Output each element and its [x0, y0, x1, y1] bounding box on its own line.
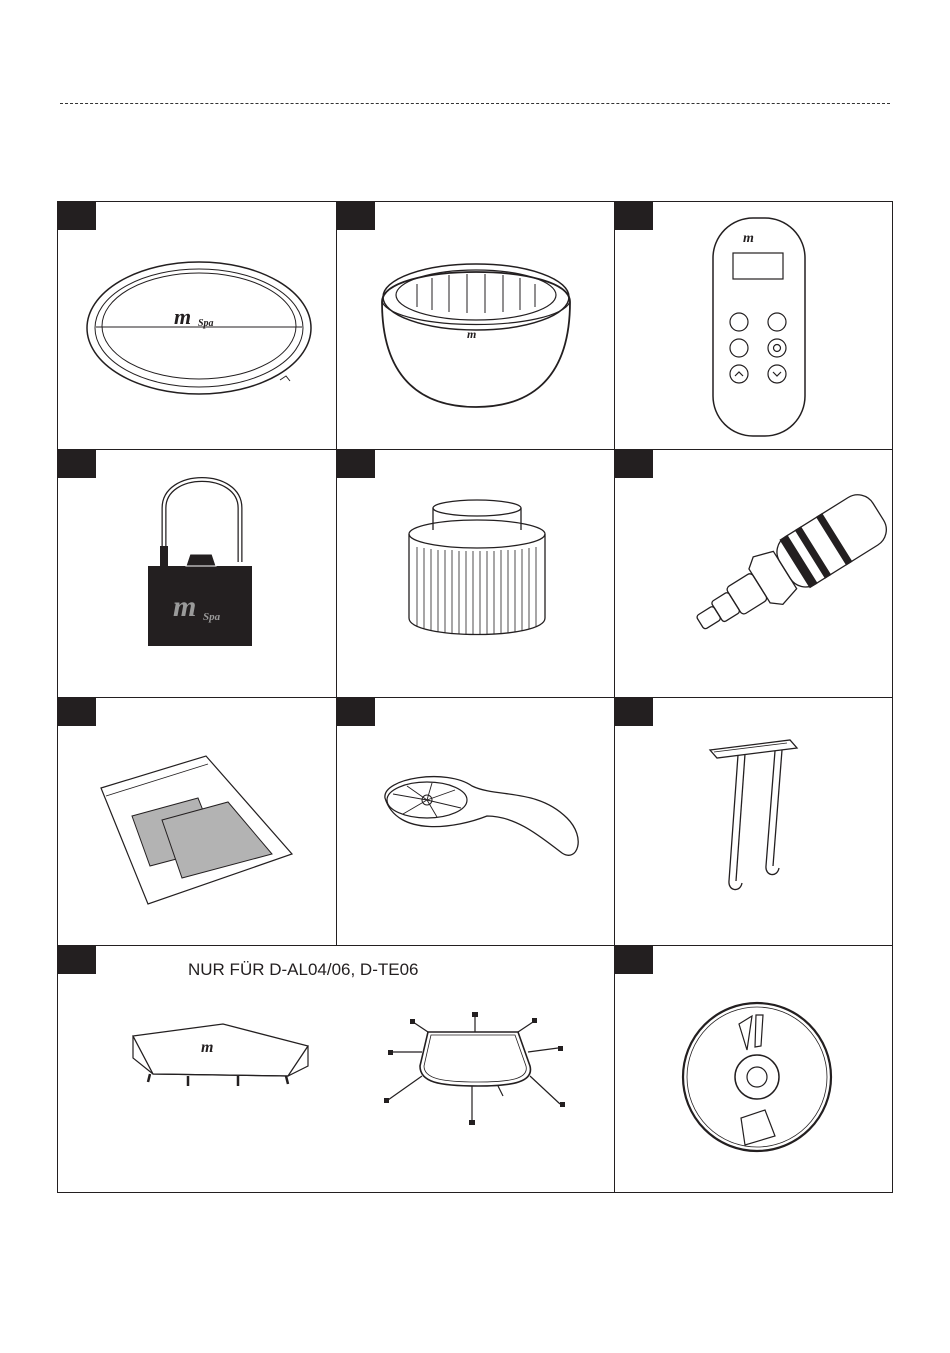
mspa-logo: m: [174, 304, 192, 329]
item-cell-cup-holder: [615, 698, 892, 946]
ground-mat-illustration: [58, 946, 615, 1192]
item-cell-filter-connector: [615, 450, 892, 698]
control-box-illustration: [58, 450, 337, 698]
spa-tub-illustration: [337, 202, 615, 450]
mspa-logo: m: [173, 590, 197, 623]
item-cell-repair-patch-bag: [58, 698, 337, 946]
item-cell-control-box: [58, 450, 337, 698]
item-cell-spa-tub: [337, 202, 615, 450]
item-cell-filter-cartridge: [337, 450, 615, 698]
model-note: NUR FÜR D-AL04/06, D-TE06: [188, 960, 419, 979]
remote-control-illustration: [615, 202, 892, 450]
mspa-logo: m: [467, 327, 477, 341]
mspa-logo: m: [201, 1039, 214, 1056]
item-cell-ground-mat: [58, 946, 615, 1192]
mspa-logo: m: [743, 231, 754, 246]
item-cell-hose: [337, 698, 615, 946]
filter-cartridge-illustration: [337, 450, 615, 698]
svg-text:Spa: Spa: [203, 611, 221, 623]
filter-connector-illustration: [615, 450, 892, 698]
components-grid: [57, 201, 893, 1193]
item-cell-cd: [615, 946, 892, 1192]
cd-disc-illustration: [615, 946, 892, 1192]
svg-text:Spa: Spa: [198, 318, 214, 329]
dashed-divider: [60, 103, 890, 104]
item-cell-remote-control: [615, 202, 892, 450]
spa-cover-illustration: [58, 202, 337, 450]
cup-holder-illustration: [615, 698, 892, 946]
repair-patch-bag-illustration: [58, 698, 337, 946]
hose-illustration: [337, 698, 615, 946]
item-cell-spa-cover: [58, 202, 337, 450]
